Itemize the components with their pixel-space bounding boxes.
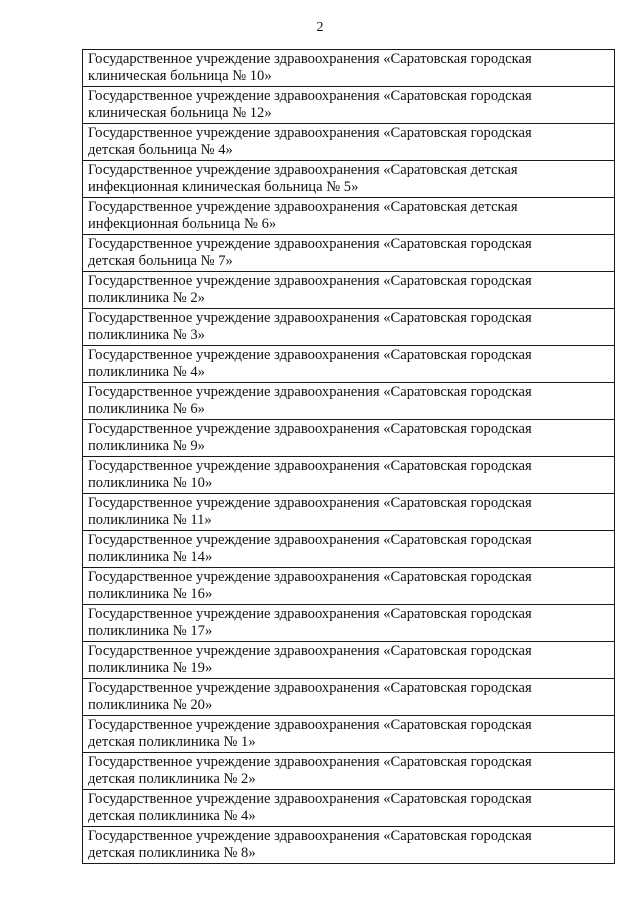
- table-row: [83, 124, 615, 161]
- institution-cell: [83, 383, 615, 420]
- institution-cell: [83, 679, 615, 716]
- table-row: [83, 753, 615, 790]
- table-row: [83, 568, 615, 605]
- table-row: [83, 383, 615, 420]
- institution-cell: [83, 605, 615, 642]
- institutions-table: [82, 49, 615, 864]
- institution-name-line-2: детская поликлиника № 4»: [88, 808, 256, 824]
- institution-name-line-1: Государственное учреждение здравоохранения «Саратовская городская: [88, 680, 532, 696]
- table-row: [83, 235, 615, 272]
- institution-name-line-2: клиническая больница № 10»: [88, 68, 272, 84]
- institution-name-line-1: Государственное учреждение здравоохранения «Саратовская городская: [88, 347, 532, 363]
- institutions-table-body: [83, 50, 615, 864]
- institution-name-line-2: детская поликлиника № 8»: [88, 845, 256, 861]
- institution-name-line-2: детская поликлиника № 1»: [88, 734, 256, 750]
- institution-name-line-1: Государственное учреждение здравоохранения «Саратовская городская: [88, 532, 532, 548]
- table-row: [83, 87, 615, 124]
- institution-cell: [83, 87, 615, 124]
- institution-cell: [83, 494, 615, 531]
- institution-name-line-2: клиническая больница № 12»: [88, 105, 272, 121]
- institution-cell: [83, 716, 615, 753]
- table-row: [83, 457, 615, 494]
- institution-name-line-2: поликлиника № 3»: [88, 327, 205, 343]
- institution-name-line-1: Государственное учреждение здравоохранения «Саратовская городская: [88, 384, 532, 400]
- table-row: [83, 420, 615, 457]
- institution-name-line-1: Государственное учреждение здравоохранения «Саратовская городская: [88, 569, 532, 585]
- institution-cell: [83, 124, 615, 161]
- institution-name-line-1: Государственное учреждение здравоохранения «Саратовская городская: [88, 828, 532, 844]
- institution-cell: [83, 420, 615, 457]
- table-row: [83, 346, 615, 383]
- institution-name-line-2: поликлиника № 11»: [88, 512, 212, 528]
- table-row: [83, 827, 615, 864]
- table-row: [83, 531, 615, 568]
- institution-name-line-1: Государственное учреждение здравоохранения «Саратовская городская: [88, 88, 532, 104]
- institution-name-line-1: Государственное учреждение здравоохранения «Саратовская городская: [88, 791, 532, 807]
- institution-name-line-1: Государственное учреждение здравоохранения «Саратовская детская: [88, 162, 518, 178]
- table-row: [83, 679, 615, 716]
- institution-name-line-1: Государственное учреждение здравоохранения «Саратовская городская: [88, 236, 532, 252]
- institution-cell: [83, 50, 615, 87]
- table-row: [83, 161, 615, 198]
- institution-cell: [83, 753, 615, 790]
- table-row: [83, 198, 615, 235]
- table-row: [83, 642, 615, 679]
- institution-name-line-1: Государственное учреждение здравоохранения «Саратовская городская: [88, 421, 532, 437]
- institution-name-line-1: Государственное учреждение здравоохранения «Саратовская городская: [88, 717, 532, 733]
- institution-name-line-2: поликлиника № 17»: [88, 623, 213, 639]
- table-row: [83, 716, 615, 753]
- institution-name-line-1: Государственное учреждение здравоохранения «Саратовская городская: [88, 310, 532, 326]
- institution-name-line-2: поликлиника № 6»: [88, 401, 205, 417]
- institution-name-line-2: детская больница № 7»: [88, 253, 233, 269]
- institution-cell: [83, 309, 615, 346]
- table-row: [83, 50, 615, 87]
- institution-name-line-2: поликлиника № 4»: [88, 364, 205, 380]
- institution-name-line-1: Государственное учреждение здравоохранения «Саратовская городская: [88, 643, 532, 659]
- institution-name-line-2: поликлиника № 9»: [88, 438, 205, 454]
- institution-name-line-2: детская больница № 4»: [88, 142, 233, 158]
- institution-name-line-1: Государственное учреждение здравоохранения «Саратовская городская: [88, 125, 532, 141]
- institution-cell: [83, 827, 615, 864]
- institution-name-line-1: Государственное учреждение здравоохранения «Саратовская городская: [88, 495, 532, 511]
- page-number: 2: [316, 20, 324, 35]
- institution-name-line-2: поликлиника № 20»: [88, 697, 213, 713]
- institution-cell: [83, 198, 615, 235]
- institution-name-line-2: поликлиника № 2»: [88, 290, 205, 306]
- institution-cell: [83, 346, 615, 383]
- table-row: [83, 790, 615, 827]
- institution-name-line-2: детская поликлиника № 2»: [88, 771, 256, 787]
- institution-name-line-1: Государственное учреждение здравоохранения «Саратовская городская: [88, 606, 532, 622]
- institution-name-line-2: инфекционная клиническая больница № 5»: [88, 179, 359, 195]
- institution-name-line-2: поликлиника № 19»: [88, 660, 213, 676]
- institution-name-line-1: Государственное учреждение здравоохранения «Саратовская городская: [88, 273, 532, 289]
- institution-cell: [83, 161, 615, 198]
- institution-cell: [83, 235, 615, 272]
- table-row: [83, 309, 615, 346]
- table-row: [83, 494, 615, 531]
- institution-name-line-1: Государственное учреждение здравоохранения «Саратовская городская: [88, 458, 532, 474]
- institution-name-line-2: поликлиника № 14»: [88, 549, 213, 565]
- institution-cell: [83, 272, 615, 309]
- institution-name-line-2: инфекционная больница № 6»: [88, 216, 277, 232]
- institution-cell: [83, 790, 615, 827]
- institution-cell: [83, 457, 615, 494]
- institution-cell: [83, 568, 615, 605]
- institution-name-line-2: поликлиника № 10»: [88, 475, 213, 491]
- institution-name-line-2: поликлиника № 16»: [88, 586, 213, 602]
- institution-name-line-1: Государственное учреждение здравоохранения «Саратовская городская: [88, 754, 532, 770]
- table-row: [83, 605, 615, 642]
- institution-cell: [83, 642, 615, 679]
- table-row: [83, 272, 615, 309]
- institution-name-line-1: Государственное учреждение здравоохранения «Саратовская городская: [88, 51, 532, 67]
- institution-name-line-1: Государственное учреждение здравоохранения «Саратовская детская: [88, 199, 518, 215]
- institution-cell: [83, 531, 615, 568]
